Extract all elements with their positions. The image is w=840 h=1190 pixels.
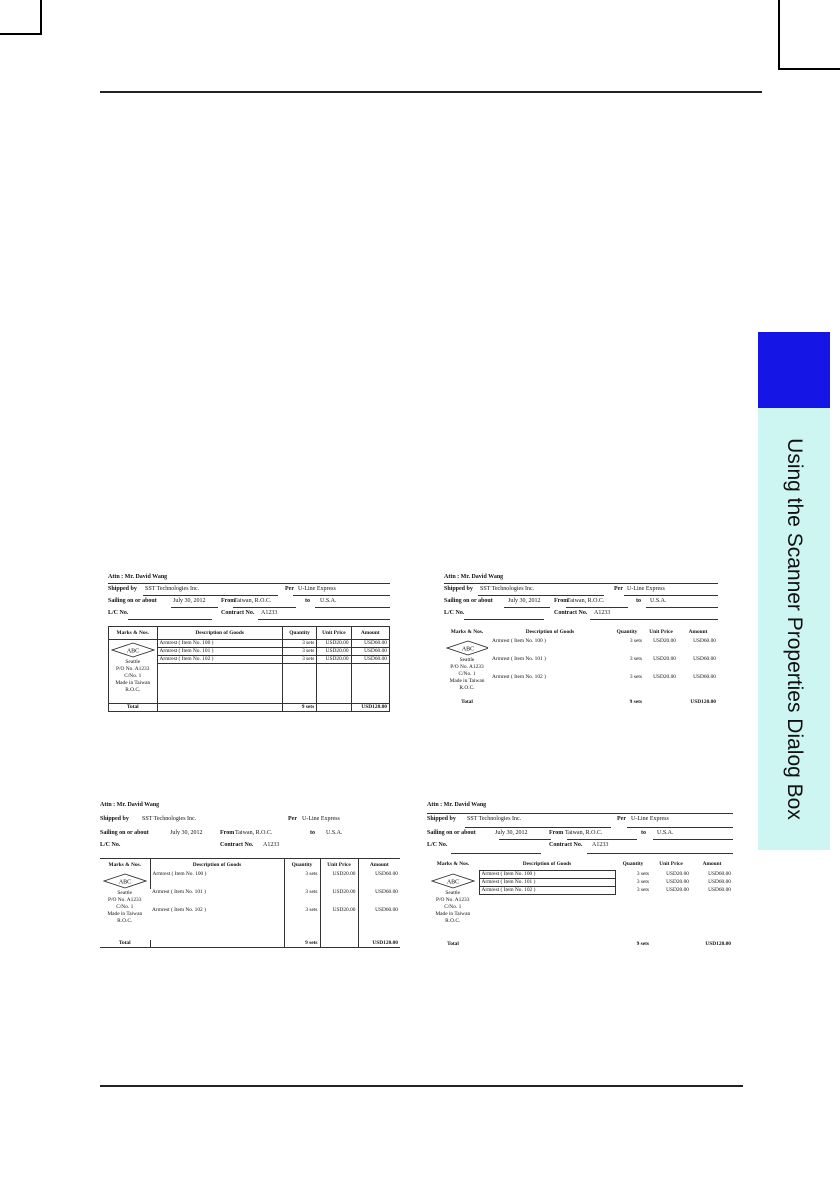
per-value: U-Line Express	[631, 816, 669, 822]
per-value: U-Line Express	[302, 816, 340, 822]
shipped-by-value: SST Technologies Inc.	[467, 816, 522, 822]
form-underline	[233, 607, 296, 608]
item-quantity: 3 sets	[284, 907, 320, 925]
item-description: Armrest ( Item No. 100 )	[150, 871, 284, 889]
attn-label: Attn : Mr. David Wang	[108, 574, 168, 580]
goods-table	[444, 626, 718, 706]
invoice-sample-4	[427, 802, 733, 950]
form-underline	[143, 595, 278, 596]
mark-text: ABC	[446, 879, 459, 885]
sailing-label: Sailing on or about	[444, 598, 493, 604]
lc-label: L/C No.	[444, 610, 465, 616]
form-line	[108, 586, 390, 598]
side-tab-title: Using the Scanner Properties Dialog Box	[783, 438, 807, 820]
form-line	[108, 598, 390, 610]
total-description	[157, 704, 282, 712]
marks-line: C/No. 1	[116, 904, 134, 910]
form-underline	[293, 595, 390, 596]
item-description: Armrest ( Item No. 102 )	[492, 674, 546, 680]
sailing-value: July 30, 2012	[173, 598, 206, 604]
goods-table	[108, 626, 390, 712]
filler-cell	[351, 664, 389, 704]
form-underline	[627, 827, 733, 828]
mark-text: ABC	[126, 648, 140, 655]
filler-cell	[610, 692, 644, 699]
per-label: Per	[285, 586, 294, 592]
total-amount: USD120.00	[351, 704, 389, 712]
total-label: Total	[447, 941, 459, 947]
shipped-by-value: SST Technologies Inc.	[145, 586, 200, 592]
item-description: Armrest ( Item No. 102 )	[152, 907, 206, 913]
header-rule	[100, 91, 762, 93]
to-value: U.S.A.	[650, 598, 667, 604]
form-underline	[566, 607, 628, 608]
filler-cell	[678, 692, 718, 699]
column-header: Unit Price	[320, 859, 358, 872]
form-line	[427, 830, 733, 842]
item-amount: USD60.00	[358, 889, 400, 907]
lc-label: L/C No.	[108, 610, 129, 616]
item-quantity: 3 sets	[629, 674, 642, 680]
item-description: Armrest ( Item No. 100 )	[479, 871, 615, 879]
total-unit-price	[651, 941, 691, 948]
item-amount: USD60.00	[351, 656, 389, 664]
side-tab-title-wrap	[758, 408, 830, 850]
contract-value: A1233	[592, 842, 609, 848]
filler-cell	[157, 664, 282, 704]
item-quantity: 3 sets	[636, 886, 649, 893]
total-row	[109, 704, 390, 712]
marks-line: Seattle	[125, 659, 141, 665]
crop-mark-top-right	[778, 0, 780, 70]
lc-label: L/C No.	[427, 842, 448, 848]
shipping-mark	[429, 871, 477, 890]
contract-label: Contract No.	[220, 842, 254, 848]
from-label: From	[221, 598, 236, 604]
total-row	[100, 940, 400, 948]
filler-cell	[644, 692, 678, 699]
sailing-value: July 30, 2012	[495, 830, 528, 836]
marks-line: Seattle	[445, 889, 461, 896]
marks-cell	[109, 640, 158, 704]
item-amount: USD60.00	[351, 648, 389, 656]
diamond-mark-icon	[446, 640, 488, 656]
filler-cell	[490, 692, 610, 699]
item-description: Armrest ( Item No. 102 )	[157, 656, 282, 664]
contract-label: Contract No.	[549, 842, 583, 848]
form-underline	[465, 827, 611, 828]
item-quantity: 3 sets	[282, 648, 316, 656]
item-quantity: 3 sets	[284, 889, 320, 907]
marks-line: P/O No. A1233	[450, 664, 484, 670]
column-header: Unit Price	[649, 629, 673, 635]
total-row	[427, 941, 733, 948]
from-label: From	[554, 598, 569, 604]
to-value: U.S.A.	[326, 830, 343, 836]
marks-line: Made in Taiwan	[115, 680, 151, 686]
column-header: Amount	[702, 861, 722, 868]
column-header: Quantity	[284, 859, 320, 872]
marks-line: R.O.C.	[445, 917, 461, 924]
shipped-by-label: Shipped by	[108, 586, 137, 592]
marks-cell	[100, 871, 150, 940]
table-row	[109, 640, 390, 648]
footer-rule	[100, 1085, 743, 1087]
sailing-label: Sailing on or about	[427, 830, 476, 836]
from-label: From	[220, 830, 235, 836]
column-header: Quantity	[616, 629, 638, 635]
to-label: to	[305, 598, 310, 604]
item-amount: USD60.00	[351, 640, 389, 648]
goods-table	[100, 858, 400, 948]
filler-cell	[691, 895, 733, 942]
shipped-by-label: Shipped by	[444, 586, 473, 592]
shipped-by-value: SST Technologies Inc.	[480, 586, 535, 592]
form-line	[444, 598, 718, 610]
total-label: Total	[109, 704, 158, 712]
filler-cell	[651, 895, 691, 942]
contract-label: Contract No.	[554, 610, 588, 616]
marks-line: Seattle	[117, 890, 133, 896]
filler-cell	[320, 925, 358, 940]
form-underline	[624, 595, 718, 596]
item-unit-price: USD20.00	[653, 656, 676, 662]
item-description: Armrest ( Item No. 101 )	[479, 879, 615, 887]
marks-cell	[427, 871, 479, 942]
item-unit-price: USD20.00	[666, 870, 689, 877]
attn-label: Attn : Mr. David Wang	[427, 802, 487, 808]
form-line	[100, 842, 400, 854]
diamond-mark-icon	[431, 873, 475, 889]
total-amount: USD120.00	[705, 941, 731, 947]
total-label: Total	[118, 940, 131, 946]
column-header: Marks & Nos.	[450, 629, 484, 635]
total-amount: USD120.00	[690, 699, 716, 705]
total-quantity: 9 sets	[282, 704, 316, 712]
filler-cell	[358, 925, 400, 940]
total-description	[150, 940, 284, 948]
marks-line: P/O No. A1233	[116, 666, 150, 672]
item-amount: USD60.00	[693, 674, 716, 680]
marks-line: Seattle	[459, 657, 475, 663]
form-underline	[108, 583, 390, 584]
column-header: Quantity	[622, 861, 644, 868]
per-label: Per	[288, 816, 297, 822]
marks-line: R.O.C.	[459, 685, 475, 691]
shipping-mark	[446, 638, 488, 657]
item-quantity: 3 sets	[629, 656, 642, 662]
form-underline	[590, 619, 718, 620]
item-quantity: 3 sets	[284, 871, 320, 889]
form-line	[100, 802, 400, 814]
item-unit-price: USD20.00	[666, 886, 689, 893]
form-line	[444, 574, 718, 586]
diamond-mark-icon	[103, 873, 147, 889]
column-header: Description of Goods	[525, 629, 575, 635]
from-value: Taiwan, R.O.C.	[234, 598, 272, 604]
table-header-row	[109, 627, 390, 640]
item-description: Armrest ( Item No. 101 )	[157, 648, 282, 656]
table-row	[427, 871, 733, 879]
total-unit-price	[317, 704, 351, 712]
filler-cell	[150, 925, 284, 940]
item-description: Armrest ( Item No. 101 )	[152, 889, 206, 895]
per-label: Per	[614, 586, 623, 592]
item-unit-price: USD20.00	[666, 878, 689, 885]
from-value: Taiwan, R.O.C.	[235, 830, 273, 836]
total-quantity: 9 sets	[284, 940, 320, 948]
form-line	[108, 574, 390, 586]
column-header: Amount	[688, 629, 708, 635]
shipping-mark	[111, 640, 155, 659]
side-tab-marker	[758, 332, 830, 408]
sailing-label: Sailing on or about	[108, 598, 157, 604]
form-underline	[258, 619, 390, 620]
item-quantity: 3 sets	[282, 656, 316, 664]
item-quantity: 3 sets	[636, 870, 649, 877]
per-value: U-Line Express	[298, 586, 336, 592]
to-label: to	[310, 830, 315, 836]
item-quantity: 3 sets	[636, 878, 649, 885]
attn-label: Attn : Mr. David Wang	[444, 574, 504, 580]
per-label: Per	[617, 816, 626, 822]
item-description: Armrest ( Item No. 102 )	[479, 887, 615, 895]
attn-label: Attn : Mr. David Wang	[100, 802, 160, 808]
marks-line: R.O.C.	[125, 687, 141, 693]
total-unit-price	[644, 699, 678, 706]
shipping-mark	[102, 871, 148, 890]
invoice-sample-2	[444, 574, 718, 714]
form-line	[444, 610, 718, 622]
diamond-mark-icon	[111, 642, 155, 658]
form-underline	[451, 853, 541, 854]
item-amount: USD60.00	[358, 907, 400, 925]
item-amount: USD60.00	[358, 871, 400, 889]
crop-mark-top-left	[40, 0, 42, 34]
from-value: Taiwan, R.O.C.	[567, 598, 605, 604]
marks-line: P/O No. A1233	[436, 896, 470, 903]
lc-label: L/C No.	[100, 842, 121, 848]
table-row	[444, 638, 718, 656]
total-label: Total	[461, 699, 473, 705]
sailing-label: Sailing on or about	[100, 830, 149, 836]
column-header: Amount	[358, 859, 400, 872]
item-unit-price: USD20.00	[317, 656, 351, 664]
form-underline	[315, 607, 390, 608]
column-header: Unit Price	[659, 861, 683, 868]
item-unit-price: USD20.00	[317, 640, 351, 648]
from-label: From	[549, 830, 564, 836]
crop-mark-top-left-h	[0, 33, 42, 35]
mark-text: ABC	[461, 646, 475, 653]
sailing-value: July 30, 2012	[508, 598, 541, 604]
form-underline	[444, 583, 718, 584]
invoice-sample-1	[108, 574, 390, 714]
contract-value: A1233	[263, 842, 280, 848]
filler-cell	[284, 925, 320, 940]
column-header: Amount	[351, 627, 389, 640]
total-row	[444, 699, 718, 706]
item-unit-price: USD20.00	[653, 638, 676, 644]
table-row	[100, 871, 400, 889]
marks-line: R.O.C.	[117, 918, 133, 924]
item-unit-price: USD20.00	[320, 889, 358, 907]
item-unit-price: USD20.00	[317, 648, 351, 656]
marks-line: Made in Taiwan	[107, 911, 143, 917]
form-underline	[504, 607, 550, 608]
item-amount: USD60.00	[708, 870, 731, 877]
filler-cell	[479, 895, 615, 942]
goods-table	[427, 858, 734, 948]
invoice-sample-3	[100, 802, 400, 950]
total-amount: USD120.00	[358, 940, 400, 948]
form-line	[100, 816, 400, 828]
item-description: Armrest ( Item No. 100 )	[157, 640, 282, 648]
table-header-row	[100, 859, 400, 872]
column-header: Unit Price	[317, 627, 351, 640]
marks-line: Made in Taiwan	[435, 910, 471, 917]
filler-cell	[615, 895, 651, 942]
shipped-by-label: Shipped by	[100, 816, 129, 822]
to-label: to	[641, 830, 646, 836]
form-underline	[128, 619, 212, 620]
form-underline	[653, 839, 733, 840]
to-value: U.S.A.	[657, 830, 674, 836]
item-amount: USD60.00	[693, 638, 716, 644]
column-header: Description of Goods	[522, 861, 572, 867]
form-line	[100, 830, 400, 842]
total-description	[490, 699, 610, 706]
form-underline	[499, 839, 551, 840]
marks-cell	[444, 638, 490, 699]
contract-value: A1233	[261, 610, 278, 616]
form-underline	[171, 607, 218, 608]
marks-line: Made in Taiwan	[449, 678, 485, 684]
column-header: Marks & Nos.	[109, 627, 158, 640]
form-underline	[646, 607, 718, 608]
from-value: Taiwan, R.O.C.	[565, 830, 603, 836]
mark-text: ABC	[118, 879, 131, 886]
column-header: Marks & Nos.	[436, 861, 470, 868]
marks-line: P/O No. A1233	[108, 897, 142, 903]
form-line	[108, 610, 390, 622]
form-line	[444, 586, 718, 598]
marks-line: C/No. 1	[444, 903, 462, 910]
crop-mark-top-right-h	[778, 68, 840, 70]
item-description: Armrest ( Item No. 100 )	[492, 638, 546, 644]
contract-value: A1233	[594, 610, 611, 616]
column-header: Description of Goods	[157, 627, 282, 640]
item-amount: USD60.00	[708, 878, 731, 885]
form-underline	[567, 839, 637, 840]
column-header: Quantity	[282, 627, 316, 640]
form-underline	[478, 595, 604, 596]
contract-label: Contract No.	[221, 610, 255, 616]
column-header: Marks & Nos.	[108, 862, 141, 868]
total-quantity: 9 sets	[629, 699, 642, 705]
filler-cell	[282, 664, 316, 704]
item-quantity: 3 sets	[629, 638, 642, 644]
total-description	[479, 941, 615, 948]
shipped-by-label: Shipped by	[427, 816, 456, 822]
to-label: to	[636, 598, 641, 604]
item-amount: USD60.00	[708, 886, 731, 893]
item-unit-price: USD20.00	[320, 871, 358, 889]
marks-line: C/No. 1	[124, 673, 142, 679]
item-unit-price: USD20.00	[320, 907, 358, 925]
total-unit-price	[320, 940, 358, 948]
form-underline	[464, 619, 544, 620]
sailing-value: July 30, 2012	[170, 830, 203, 836]
per-value: U-Line Express	[627, 586, 665, 592]
filler-cell	[317, 664, 351, 704]
item-unit-price: USD20.00	[653, 674, 676, 680]
item-quantity: 3 sets	[282, 640, 316, 648]
table-header-row	[444, 626, 718, 638]
marks-line: C/No. 1	[458, 671, 476, 677]
total-quantity: 9 sets	[636, 941, 649, 947]
item-description: Armrest ( Item No. 101 )	[492, 656, 546, 662]
shipped-by-value: SST Technologies Inc.	[142, 816, 197, 822]
item-amount: USD60.00	[693, 656, 716, 662]
form-underline	[587, 853, 733, 854]
column-header: Description of Goods	[150, 859, 284, 872]
to-value: U.S.A.	[320, 598, 337, 604]
table-header-row	[427, 858, 733, 871]
form-underline	[427, 813, 733, 814]
